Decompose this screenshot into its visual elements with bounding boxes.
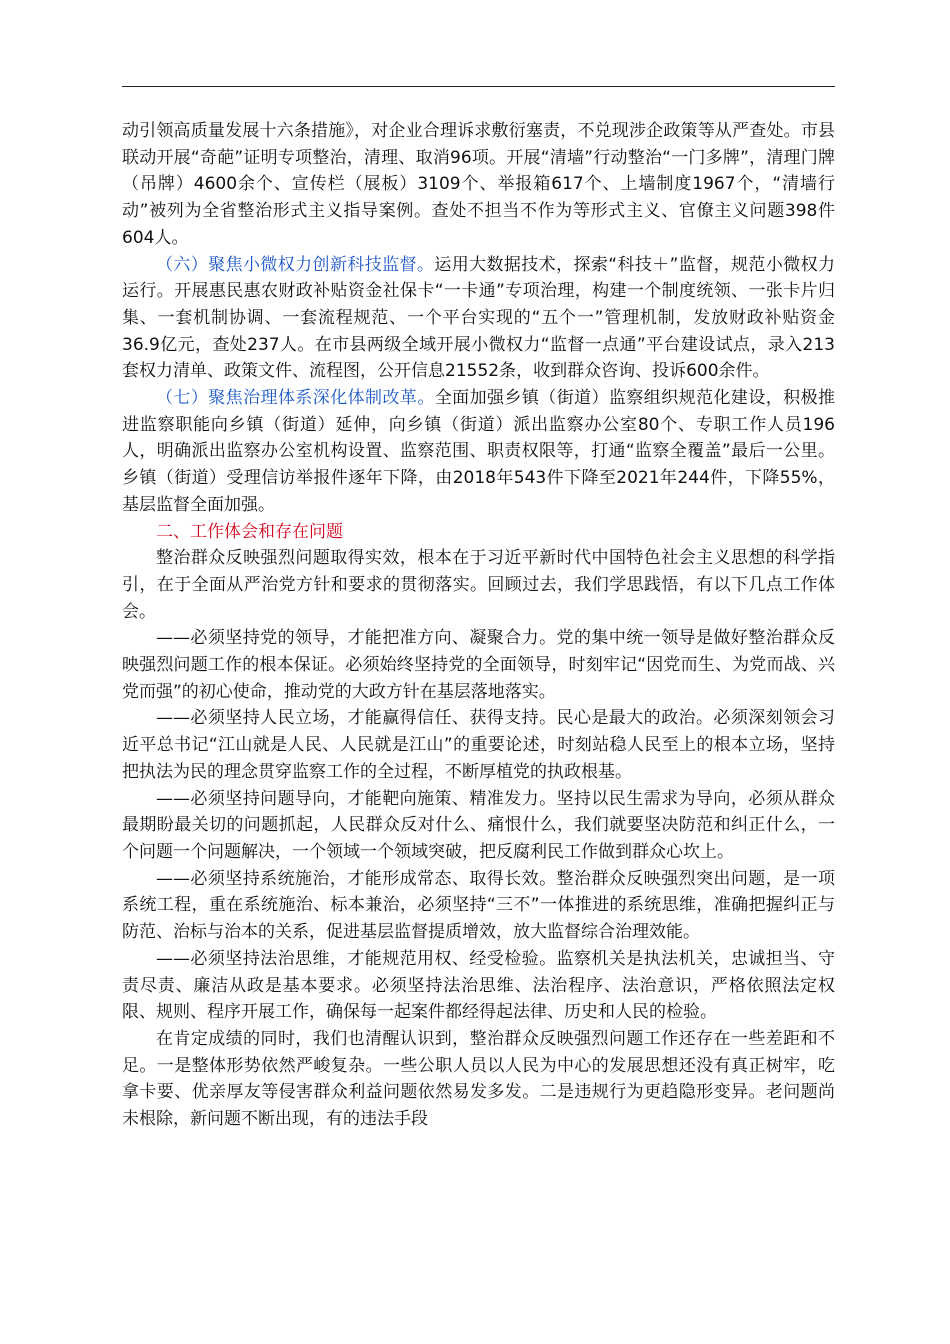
paragraph-8: ——必须坚持系统施治，才能形成常态、取得长效。整治群众反映强烈突出问题，是一项系统工程，重在系统施治、标本兼治，必须坚持“三不”一体推进的系统思维，准确把握纠正与防范、治标与治本的关系，促进基层监督提质增效，放大监督综合治理效能。 — [122, 868, 835, 943]
paragraph-10: 在肯定成绩的同时，我们也清醒认识到，整治群众反映强烈问题工作还存在一些差距和不足。一是整体形势依然严峻复杂。一些公职人员以人民为中心的发展思想还没有真正树牢，吃拿卡要、优亲厚友等侵害群众利益问题依然易发多发。二是违规行为更趋隐形变异。老问题尚未根除，新问题不断出现，有的违法手段 — [122, 1028, 835, 1130]
paragraph-5: ——必须坚持党的领导，才能把准方向、凝聚合力。党的集中统一领导是做好整治群众反映强烈问题工作的根本保证。必须始终坚持党的全面领导，时刻牢记“因党而生、为党而战、兴党而强”的初心使命，推动党的大政方针在基层落地落实。 — [122, 628, 835, 702]
paragraph-1: 动引领高质量发展十六条措施》，对企业合理诉求敷衍塞责，不兑现涉企政策等从严查处。市县联动开展“奇葩”证明专项整治，清理、取消96项。开展“清墙”行动整治“一门多牌”，清理门牌（吊牌）4600余个、宣传栏（展板）3109个、举报箱617个、上墙制度1967个，“清墙行动”被列为全省整治形式主义指导案例。查处不担当不作为等形式主义、官僚主义问题398件604人。 — [122, 121, 835, 248]
subheading-7: （七）聚焦治理体系深化体制改革。 — [156, 388, 435, 409]
paragraph-2 — [122, 252, 835, 386]
header-rule — [122, 86, 835, 87]
paragraph-7: ——必须坚持问题导向，才能靶向施策、精准发力。坚持以民生需求为导向，必须从群众最期盼最关切的问题抓起，人民群众反对什么、痛恨什么，我们就要坚决防范和纠正什么，一个问题一个问题解决，一个领域一个领域突破，把反腐利民工作做到群众心坎上。 — [122, 788, 835, 862]
paragraph-3-text: 全面加强乡镇（街道）监察组织规范化建设，积极推进监察职能向乡镇（街道）延伸，向乡镇（街道）派出监察办公室80个、专职工作人员196人，明确派出监察办公室机构设置、监察范围、职责权限等，打通“监察全覆盖”最后一公里。乡镇（街道）受理信访举报件逐年下降，由2018年543件下降至2021年244件，下降55%，基层监督全面加强。 — [122, 388, 836, 515]
paragraph-2-text: 运用大数据技术，探索“科技＋”监督，规范小微权力运行。开展惠民惠农财政补贴资金社保卡“一卡通”专项治理，构建一个制度统领、一张卡片归集、一套机制协调、一套流程规范、一个平台实现的“五个一”管理机制，发放财政补贴资金36.9亿元，查处237人。在市县两级全域开展小微权力“监督一点通”平台建设试点，录入213套权力清单、政策文件、流程图，公开信息21552条，收到群众咨询、投诉600余件。 — [122, 254, 835, 382]
paragraph-6: ——必须坚持人民立场，才能赢得信任、获得支持。民心是最大的政治。必须深刻领会习近平总书记“江山就是人民、人民就是江山”的重要论述，时刻站稳人民至上的根本立场，坚持把执法为民的理念贯穿监察工作的全过程，不断厚植党的执政根基。 — [122, 708, 835, 782]
paragraph-9: ——必须坚持法治思维，才能规范用权、经受检验。监察机关是执法机关，忠诚担当、守责尽责、廉洁从政是基本要求。必须坚持法治思维、法治程序、法治意识，严格依照法定权限、规则、程序开展工作，确保每一起案件都经得起法律、历史和人民的检验。 — [122, 948, 835, 1023]
paragraph-3 — [122, 385, 835, 519]
subheading-6: （六）聚焦小微权力创新科技监督。 — [156, 254, 435, 275]
paragraph-4: 整治群众反映强烈问题取得实效，根本在于习近平新时代中国特色社会主义思想的科学指引，在于全面从严治党方针和要求的贯彻落实。回顾过去，我们学思践悟，有以下几点工作体会。 — [122, 548, 835, 622]
section-heading-2: 二、工作体会和存在问题 — [156, 521, 343, 542]
document-body — [122, 118, 835, 1133]
